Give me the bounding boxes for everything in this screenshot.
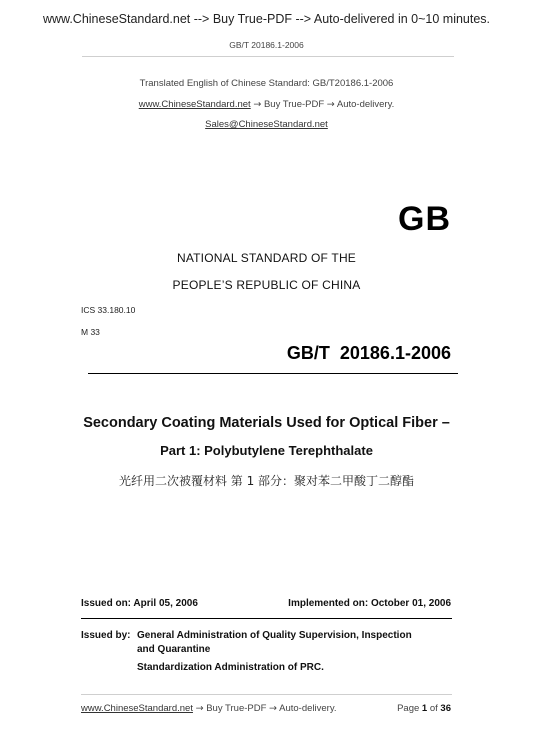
arrow-right-icon: →	[326, 99, 335, 110]
arrow-right-icon: →	[269, 703, 278, 714]
page-indicator	[397, 703, 451, 714]
header-doc-code: GB/T 20186.1-2006	[229, 40, 304, 50]
chinesestandard-link[interactable]: www.ChineseStandard.net	[138, 99, 251, 110]
top-banner: www.ChineseStandard.net --> Buy True-PDF --> Auto-delivered in 0~10 minutes.	[42, 12, 491, 26]
issuer-line-3: Standardization Administration of PRC.	[137, 662, 324, 673]
standard-number: GB/T 20186.1-2006	[286, 343, 451, 363]
ccs-code: M 33	[81, 327, 100, 337]
footer-buy-true-pdf-text: Buy True-PDF	[206, 703, 267, 714]
footer-links	[81, 703, 337, 714]
page-total: 36	[440, 703, 451, 714]
sales-email-link[interactable]: Sales@ChineseStandard.net	[205, 119, 328, 130]
auto-delivery-text: Auto-delivery.	[336, 99, 395, 110]
ics-code: ICS 33.180.10	[81, 305, 136, 315]
issued-by-label: Issued by:	[81, 630, 131, 641]
implemented-on-date: Implemented on: October 01, 2006	[288, 598, 451, 609]
header-divider	[82, 56, 454, 57]
footer-chinesestandard-link[interactable]: www.ChineseStandard.net	[81, 703, 193, 714]
page-current: 1	[421, 703, 428, 714]
page-label: Page	[397, 703, 420, 714]
translation-link-line	[0, 99, 533, 110]
arrow-right-icon: →	[195, 703, 204, 714]
footer-divider	[81, 694, 452, 695]
issuer-line-2: and Quarantine	[137, 644, 211, 655]
email-line	[0, 119, 533, 130]
national-standard-line-2: PEOPLE’S REPUBLIC OF CHINA	[172, 278, 361, 292]
standard-number-divider	[88, 373, 458, 374]
buy-true-pdf-text: Buy True-PDF	[263, 99, 325, 110]
arrow-right-icon: →	[253, 99, 262, 110]
document-title-chinese: 光纤用二次被覆材料 第 1 部分：聚对苯二甲酸丁二醇酯	[118, 474, 415, 488]
issue-divider	[81, 618, 452, 619]
issuer-line-1: General Administration of Quality Supervision, Inspection	[137, 630, 412, 641]
gb-mark: GB	[398, 200, 451, 238]
national-standard-line-1: NATIONAL STANDARD OF THE	[176, 251, 357, 265]
issued-on-date: Issued on: April 05, 2006	[81, 598, 198, 609]
document-title-line-2: Part 1: Polybutylene Terephthalate	[160, 443, 373, 458]
page-of-label: of	[429, 703, 438, 714]
document-title-line-1: Secondary Coating Materials Used for Optical Fiber –	[83, 415, 450, 431]
translation-line: Translated English of Chinese Standard: GB/T20186.1-2006	[139, 78, 394, 89]
footer-auto-delivery-text: Auto-delivery.	[279, 703, 337, 714]
